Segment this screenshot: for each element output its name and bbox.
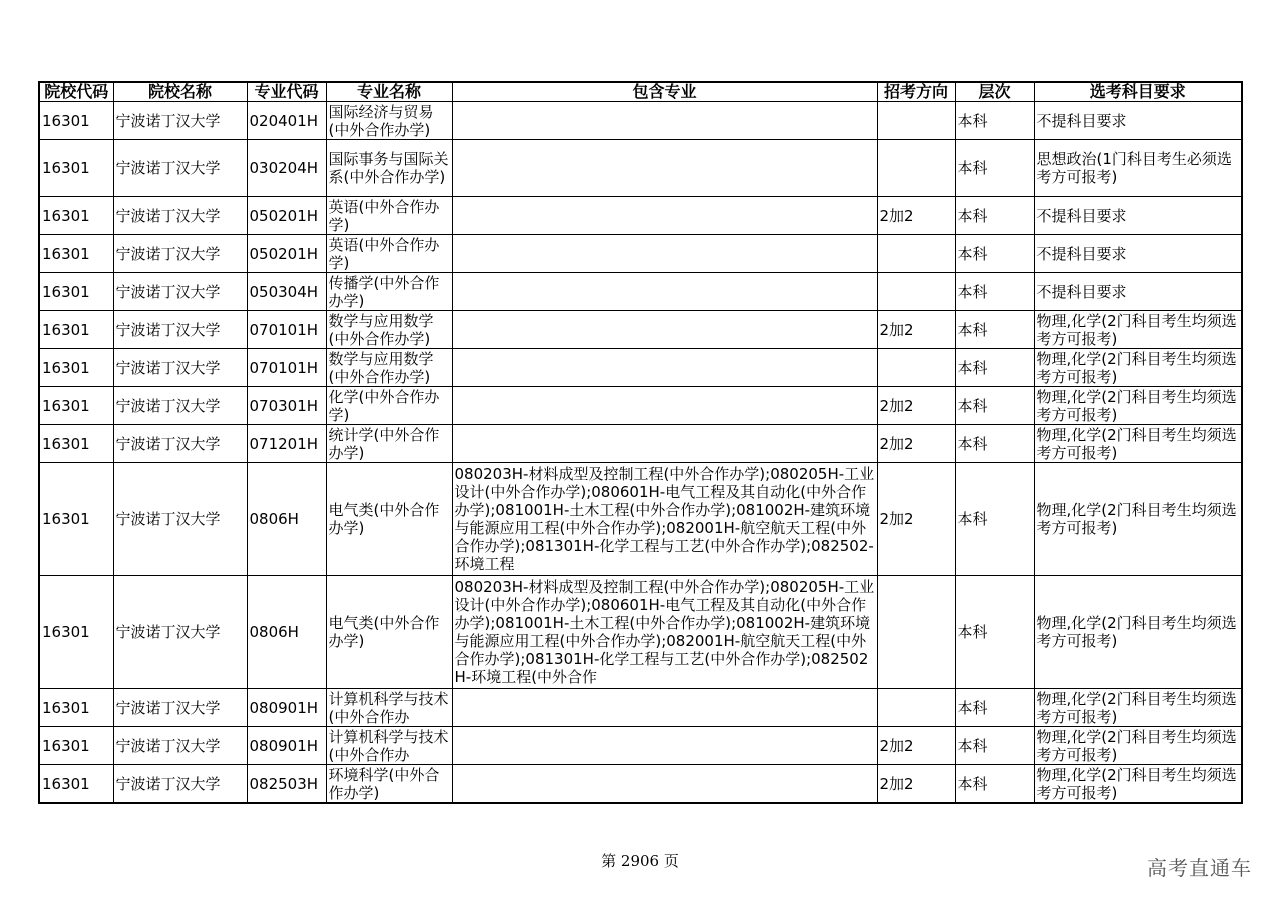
cell-level-text: 本科 (957, 396, 988, 415)
table-row (39, 765, 1242, 804)
cell-direction (877, 235, 955, 273)
cell-school-code (39, 197, 113, 235)
cell-school-code (39, 425, 113, 463)
cell-subject-requirement-text: 物理,化学(2门科目考生均须选考方可报考) (1036, 689, 1237, 726)
cell-subject-requirement (1034, 235, 1242, 273)
cell-subject-requirement-text: 物理,化学(2门科目考生均须选考方可报考) (1036, 425, 1237, 462)
cell-school-name-text: 宁波诺丁汉大学 (115, 736, 221, 755)
cell-major-code-text: 0806H (249, 510, 299, 528)
cell-school-code (39, 689, 113, 727)
cell-level-text: 本科 (957, 244, 988, 263)
cell-subject-requirement (1034, 311, 1242, 349)
cell-direction (877, 311, 955, 349)
cell-major-name-text: 统计学(中外合作办学) (328, 425, 440, 462)
cell-school-name (113, 140, 247, 197)
cell-major-code-text: 070101H (249, 358, 319, 377)
cell-major-code (247, 349, 326, 387)
cell-school-code (39, 273, 113, 311)
cell-major-code (247, 765, 326, 804)
cell-subject-requirement-text: 不提科目要求 (1036, 111, 1127, 130)
cell-direction (877, 689, 955, 727)
cell-school-code-text: 16301 (42, 774, 90, 793)
cell-school-code-text: 16301 (42, 698, 90, 717)
cell-school-name-text: 宁波诺丁汉大学 (115, 111, 221, 130)
table-row (39, 311, 1242, 349)
cell-school-name (113, 273, 247, 311)
cell-school-code (39, 349, 113, 387)
cell-subject-requirement-text: 不提科目要求 (1036, 244, 1127, 263)
cell-school-code-text: 16301 (42, 434, 90, 453)
cell-direction (877, 576, 955, 689)
cell-level-text: 本科 (957, 111, 988, 130)
cell-major-code-text: 030204H (249, 159, 319, 177)
cell-school-name (113, 235, 247, 273)
cell-level (955, 425, 1034, 463)
cell-major-name (326, 349, 452, 387)
cell-major-name (326, 576, 452, 689)
cell-major-code (247, 235, 326, 273)
cell-level (955, 311, 1034, 349)
cell-major-name-text: 电气类(中外合作办学) (328, 501, 440, 537)
cell-direction-text: 2加2 (879, 434, 914, 453)
cell-direction (877, 463, 955, 576)
cell-subject-requirement-text: 物理,化学(2门科目考生均须选考方可报考) (1036, 614, 1237, 650)
cell-school-name-text: 宁波诺丁汉大学 (115, 358, 221, 377)
cell-major-name (326, 387, 452, 425)
cell-school-code (39, 311, 113, 349)
cell-included-majors (452, 576, 877, 689)
cell-school-code (39, 387, 113, 425)
cell-school-code-text: 16301 (42, 244, 90, 263)
cell-major-code (247, 689, 326, 727)
cell-school-code-text: 16301 (42, 111, 90, 130)
cell-major-code (247, 425, 326, 463)
cell-subject-requirement (1034, 197, 1242, 235)
cell-included-majors-text: 080203H-材料成型及控制工程(中外合作办学);080205H-工业设计(中外合作办学);080601H-电气工程及其自动化(中外合作办学);081001H-土木工程(中外合作办学);081002H-建筑环境与能源应用工程(中外合作办学);082001H-航空航天工程(中外合作办学);081301H-化学工程与工艺(中外合作办学);082502H-环境工程(中外合作 (454, 578, 875, 686)
cell-included-majors (452, 765, 877, 804)
cell-subject-requirement-text: 思想政治(1门科目考生必须选考方可报考) (1036, 150, 1232, 186)
header-subject-requirement: 选考科目要求 (1034, 82, 1242, 102)
cell-subject-requirement-text: 物理,化学(2门科目考生均须选考方可报考) (1036, 349, 1237, 386)
cell-included-majors (452, 425, 877, 463)
cell-subject-requirement-text: 不提科目要求 (1036, 282, 1127, 301)
table-row (39, 425, 1242, 463)
cell-subject-requirement (1034, 689, 1242, 727)
cell-major-name-text: 国际事务与国际关系(中外合作办学) (328, 150, 449, 186)
cell-level-text: 本科 (957, 282, 988, 301)
cell-included-majors (452, 349, 877, 387)
cell-school-name (113, 765, 247, 804)
page-number: 第 2906 页 (601, 852, 679, 870)
cell-included-majors (452, 689, 877, 727)
cell-subject-requirement-text: 物理,化学(2门科目考生均须选考方可报考) (1036, 311, 1237, 348)
cell-included-majors (452, 273, 877, 311)
cell-level-text: 本科 (957, 698, 988, 717)
cell-included-majors (452, 727, 877, 765)
cell-level-text: 本科 (957, 206, 988, 225)
cell-major-code (247, 576, 326, 689)
cell-major-code-text: 0806H (249, 623, 299, 641)
header-major-name: 专业名称 (326, 82, 452, 102)
cell-school-code-text: 16301 (42, 623, 90, 641)
cell-level (955, 197, 1034, 235)
cell-major-code-text: 050201H (249, 206, 319, 225)
header-level: 层次 (955, 82, 1034, 102)
cell-included-majors (452, 235, 877, 273)
cell-major-code (247, 140, 326, 197)
cell-direction (877, 727, 955, 765)
cell-direction (877, 197, 955, 235)
cell-major-name-text: 数学与应用数学(中外合作办学) (328, 311, 434, 348)
cell-direction (877, 387, 955, 425)
cell-major-name (326, 102, 452, 140)
cell-included-majors-text: 080203H-材料成型及控制工程(中外合作办学);080205H-工业设计(中外合作办学);080601H-电气工程及其自动化(中外合作办学);081001H-土木工程(中外合作办学);081002H-建筑环境与能源应用工程(中外合作办学);082001H-航空航天工程(中外合作办学);081301H-化学工程与工艺(中外合作办学);082502-环境工程 (454, 465, 875, 573)
cell-level-text: 本科 (957, 159, 988, 177)
cell-subject-requirement (1034, 727, 1242, 765)
cell-subject-requirement-text: 物理,化学(2门科目考生均须选考方可报考) (1036, 387, 1237, 424)
cell-school-name (113, 463, 247, 576)
cell-major-name-text: 英语(中外合作办学) (328, 235, 440, 272)
cell-major-name (326, 689, 452, 727)
cell-school-name (113, 197, 247, 235)
cell-major-code-text: 070301H (249, 396, 319, 415)
cell-subject-requirement (1034, 140, 1242, 197)
cell-level (955, 727, 1034, 765)
cell-school-code (39, 576, 113, 689)
table-body (39, 102, 1242, 804)
table-row (39, 140, 1242, 197)
cell-school-name (113, 102, 247, 140)
cell-school-code-text: 16301 (42, 206, 90, 225)
cell-school-code (39, 140, 113, 197)
cell-level-text: 本科 (957, 434, 988, 453)
cell-major-name (326, 425, 452, 463)
cell-included-majors (452, 463, 877, 576)
cell-level-text: 本科 (957, 623, 988, 641)
cell-major-name-text: 计算机科学与技术(中外合作办 (328, 727, 449, 764)
cell-major-name-text: 传播学(中外合作办学) (328, 273, 440, 310)
cell-major-name-text: 计算机科学与技术(中外合作办 (328, 689, 449, 726)
cell-school-name (113, 576, 247, 689)
cell-major-name-text: 环境科学(中外合作办学) (328, 765, 440, 802)
cell-subject-requirement-text: 不提科目要求 (1036, 206, 1127, 225)
table-row (39, 197, 1242, 235)
cell-school-code-text: 16301 (42, 159, 90, 177)
cell-school-name-text: 宁波诺丁汉大学 (115, 623, 221, 641)
cell-direction (877, 102, 955, 140)
cell-major-code (247, 102, 326, 140)
table-row (39, 727, 1242, 765)
cell-major-code (247, 727, 326, 765)
admissions-table (38, 81, 1243, 804)
cell-major-code-text: 070101H (249, 320, 319, 339)
cell-school-name (113, 689, 247, 727)
cell-direction-text: 2加2 (879, 320, 914, 339)
cell-direction (877, 273, 955, 311)
cell-direction (877, 349, 955, 387)
cell-level (955, 349, 1034, 387)
cell-major-name (326, 765, 452, 804)
cell-major-code (247, 387, 326, 425)
cell-school-name (113, 727, 247, 765)
cell-major-name-text: 国际经济与贸易(中外合作办学) (328, 102, 434, 139)
cell-subject-requirement (1034, 576, 1242, 689)
cell-school-code-text: 16301 (42, 358, 90, 377)
cell-school-name-text: 宁波诺丁汉大学 (115, 320, 221, 339)
table-row (39, 102, 1242, 140)
cell-subject-requirement-text: 物理,化学(2门科目考生均须选考方可报考) (1036, 765, 1237, 802)
cell-level-text: 本科 (957, 774, 988, 793)
cell-level (955, 102, 1034, 140)
cell-included-majors (452, 197, 877, 235)
cell-major-name-text: 英语(中外合作办学) (328, 197, 440, 234)
cell-school-code-text: 16301 (42, 510, 90, 528)
cell-major-code (247, 197, 326, 235)
cell-subject-requirement-text: 物理,化学(2门科目考生均须选考方可报考) (1036, 501, 1237, 537)
cell-school-name (113, 387, 247, 425)
cell-school-name-text: 宁波诺丁汉大学 (115, 698, 221, 717)
cell-school-code (39, 102, 113, 140)
cell-school-code-text: 16301 (42, 320, 90, 339)
cell-school-code (39, 765, 113, 804)
cell-school-code (39, 727, 113, 765)
cell-subject-requirement (1034, 425, 1242, 463)
cell-direction (877, 140, 955, 197)
cell-major-name (326, 727, 452, 765)
header-row (39, 82, 1242, 102)
cell-major-code-text: 080901H (249, 736, 319, 755)
cell-school-name (113, 349, 247, 387)
cell-level (955, 765, 1034, 804)
cell-included-majors (452, 311, 877, 349)
watermark-logo-text: 高考直通车 (1147, 856, 1252, 880)
table-row (39, 463, 1242, 576)
cell-subject-requirement (1034, 765, 1242, 804)
cell-school-code (39, 235, 113, 273)
cell-direction-text: 2加2 (879, 736, 914, 755)
table-row (39, 576, 1242, 689)
cell-school-name-text: 宁波诺丁汉大学 (115, 206, 221, 225)
cell-major-name (326, 273, 452, 311)
table-row (39, 273, 1242, 311)
table-row (39, 235, 1242, 273)
cell-major-name-text: 化学(中外合作办学) (328, 387, 440, 424)
cell-included-majors (452, 140, 877, 197)
header-school-name: 院校名称 (113, 82, 247, 102)
cell-school-name (113, 311, 247, 349)
cell-major-name-text: 数学与应用数学(中外合作办学) (328, 349, 434, 386)
cell-level-text: 本科 (957, 358, 988, 377)
cell-direction (877, 765, 955, 804)
table-row (39, 387, 1242, 425)
cell-school-code (39, 463, 113, 576)
cell-subject-requirement (1034, 349, 1242, 387)
cell-major-code-text: 020401H (249, 111, 319, 130)
cell-level (955, 235, 1034, 273)
cell-school-name-text: 宁波诺丁汉大学 (115, 774, 221, 793)
cell-school-name-text: 宁波诺丁汉大学 (115, 159, 221, 177)
cell-major-name-text: 电气类(中外合作办学) (328, 614, 440, 650)
cell-major-name (326, 311, 452, 349)
cell-school-name-text: 宁波诺丁汉大学 (115, 244, 221, 263)
cell-level (955, 273, 1034, 311)
cell-school-code-text: 16301 (42, 282, 90, 301)
cell-major-name (326, 235, 452, 273)
cell-included-majors (452, 387, 877, 425)
cell-major-code-text: 050201H (249, 244, 319, 263)
cell-school-name-text: 宁波诺丁汉大学 (115, 282, 221, 301)
cell-school-name (113, 425, 247, 463)
cell-level (955, 689, 1034, 727)
table-row (39, 349, 1242, 387)
cell-major-code-text: 082503H (249, 774, 319, 793)
cell-major-name (326, 140, 452, 197)
cell-level-text: 本科 (957, 510, 988, 528)
cell-level-text: 本科 (957, 736, 988, 755)
cell-level (955, 140, 1034, 197)
header-included-majors: 包含专业 (452, 82, 877, 102)
cell-subject-requirement (1034, 102, 1242, 140)
cell-direction (877, 425, 955, 463)
cell-major-code (247, 463, 326, 576)
cell-school-name-text: 宁波诺丁汉大学 (115, 396, 221, 415)
cell-subject-requirement (1034, 463, 1242, 576)
cell-direction-text: 2加2 (879, 206, 914, 225)
cell-level (955, 387, 1034, 425)
cell-level (955, 463, 1034, 576)
cell-direction-text: 2加2 (879, 774, 914, 793)
header-direction: 招考方向 (877, 82, 955, 102)
cell-subject-requirement-text: 物理,化学(2门科目考生均须选考方可报考) (1036, 727, 1237, 764)
header-school-code: 院校代码 (39, 82, 113, 102)
cell-school-name-text: 宁波诺丁汉大学 (115, 434, 221, 453)
cell-school-name-text: 宁波诺丁汉大学 (115, 510, 221, 528)
cell-major-code-text: 080901H (249, 698, 319, 717)
cell-subject-requirement (1034, 387, 1242, 425)
table-row (39, 689, 1242, 727)
cell-major-code-text: 071201H (249, 434, 319, 453)
cell-major-code (247, 273, 326, 311)
cell-major-name (326, 463, 452, 576)
header-major-code: 专业代码 (247, 82, 326, 102)
cell-subject-requirement (1034, 273, 1242, 311)
cell-major-name (326, 197, 452, 235)
cell-major-code-text: 050304H (249, 282, 319, 301)
cell-included-majors (452, 102, 877, 140)
cell-major-code (247, 311, 326, 349)
cell-level-text: 本科 (957, 320, 988, 339)
cell-school-code-text: 16301 (42, 396, 90, 415)
cell-level (955, 576, 1034, 689)
cell-school-code-text: 16301 (42, 736, 90, 755)
cell-direction-text: 2加2 (879, 510, 914, 528)
cell-direction-text: 2加2 (879, 396, 914, 415)
